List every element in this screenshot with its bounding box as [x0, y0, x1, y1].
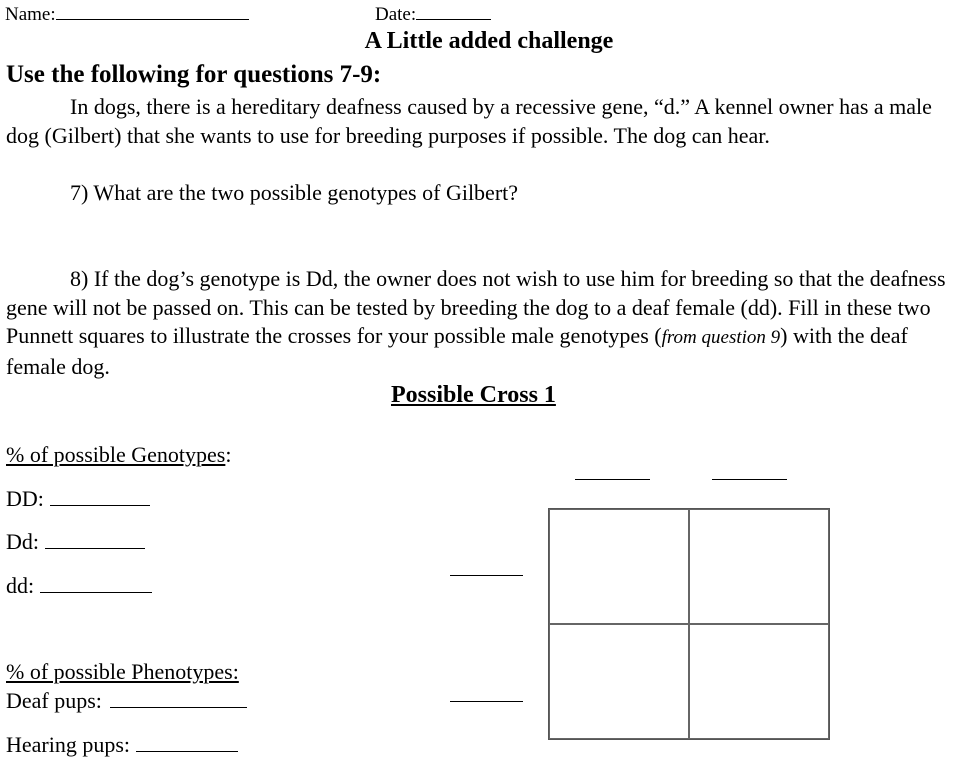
genotype-dd-lower-label: dd: — [6, 573, 35, 598]
genotype-dd-mixed-blank[interactable] — [45, 547, 145, 549]
phenotype-deaf-label: Deaf pups: — [6, 688, 102, 713]
genotype-dd-upper-blank[interactable] — [50, 504, 150, 506]
allele-blank-top-left[interactable] — [575, 479, 650, 480]
phenotypes-heading: % of possible Phenotypes: — [6, 659, 239, 684]
date-field — [375, 4, 491, 26]
phenotype-deaf — [6, 687, 247, 716]
punnett-cell[interactable] — [689, 509, 829, 624]
question-8 — [6, 265, 966, 381]
question-8-text: 8) If the dog’s genotype is Dd, the owner does not wish to use him for breeding so that the deafness gene will not be passed on. This can be tested by breeding the dog to a deaf female (dd). Fill in these two Punnett squares to illustrate the crosses for your possible male genotypes ( — [6, 266, 946, 349]
genotype-dd-mixed-label: Dd: — [6, 529, 39, 554]
name-blank[interactable] — [56, 18, 249, 20]
phenotype-hearing — [6, 731, 238, 760]
punnett-cell[interactable] — [689, 624, 829, 739]
name-label: Name: — [5, 4, 56, 25]
intro-paragraph: In dogs, there is a hereditary deafness caused by a recessive gene, “d.” A kennel owner has a male dog (Gilbert) that she wants to use for breeding purposes if possible. The dog can hear. — [6, 94, 932, 148]
genotype-dd-upper-label: DD: — [6, 486, 44, 511]
section-heading: Use the following for questions 7-9: — [6, 61, 382, 88]
punnett-square — [548, 508, 830, 740]
allele-blank-side-bottom[interactable] — [450, 701, 523, 702]
date-label: Date: — [375, 4, 417, 25]
question-7: 7) What are the two possible genotypes of Gilbert? — [70, 180, 519, 205]
phenotype-hearing-blank[interactable] — [136, 750, 238, 752]
name-field — [5, 4, 249, 26]
cross-title: Possible Cross 1 — [391, 382, 556, 408]
genotypes-colon: : — [225, 442, 232, 467]
genotype-dd-lower-blank[interactable] — [40, 591, 152, 593]
allele-blank-side-top[interactable] — [450, 575, 523, 576]
punnett-cell[interactable] — [549, 509, 689, 624]
date-blank[interactable] — [416, 18, 491, 20]
punnett-cell[interactable] — [549, 624, 689, 739]
page-title: A Little added challenge — [364, 28, 614, 54]
allele-blank-top-right[interactable] — [712, 479, 787, 480]
phenotype-hearing-label: Hearing pups: — [6, 732, 131, 757]
question-8-ref: from question 9 — [661, 327, 781, 349]
genotype-dd-mixed — [6, 528, 145, 557]
genotype-dd-upper — [6, 485, 150, 514]
genotypes-heading-text: % of possible Genotypes — [6, 442, 226, 467]
phenotype-deaf-blank[interactable] — [110, 706, 247, 708]
question-8-end: ) with the deaf female dog. — [6, 323, 908, 379]
genotype-dd-lower — [6, 572, 152, 601]
genotypes-heading — [6, 441, 231, 470]
